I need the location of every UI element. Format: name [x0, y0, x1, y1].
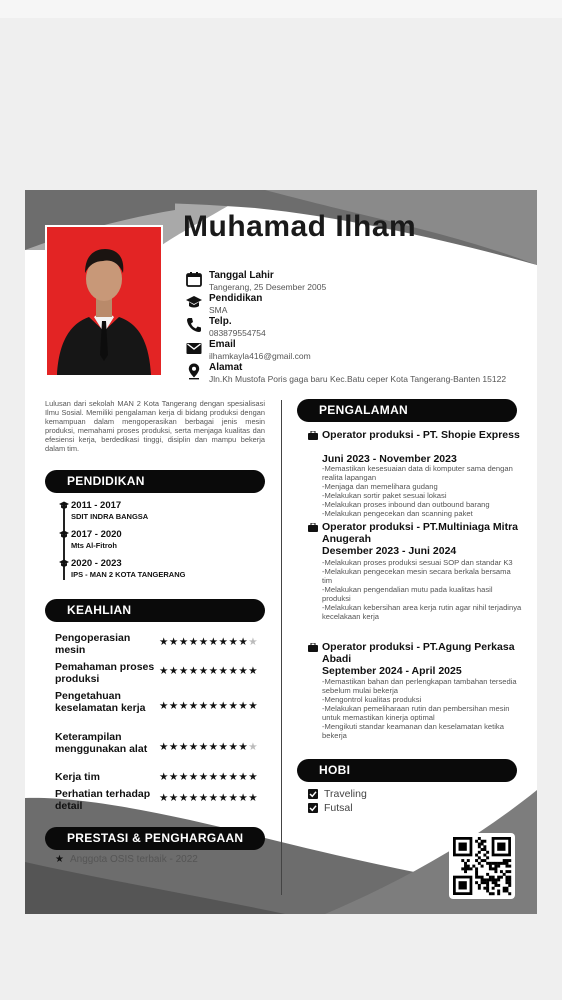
resume-sheet	[25, 190, 537, 914]
location-pin-icon	[185, 362, 203, 380]
education-timeline-line	[63, 502, 65, 580]
award-text: Anggota OSIS terbaik - 2022	[69, 854, 198, 865]
hobby-text: Futsal	[324, 802, 353, 814]
skill-rating-stars: ★★★★★★★★★★	[159, 700, 259, 712]
skill-rating-stars: ★★★★★★★★★★	[159, 665, 259, 677]
phone-icon	[185, 316, 203, 334]
experience-title: Operator produksi - PT. Shopie Express	[322, 429, 520, 441]
contact-label: Email	[209, 339, 236, 350]
education-years: 2011 - 2017	[71, 500, 122, 511]
experience-task: -Melakukan kebersihan area kerja rutin agar nihil terjadinya kecelakaan kerja	[322, 603, 522, 621]
experience-tasks	[322, 464, 522, 518]
education-years: 2017 - 2020	[71, 529, 122, 540]
experience-dates: Juni 2023 - November 2023	[322, 453, 457, 465]
education-school: SDIT INDRA BANGSA	[71, 512, 149, 521]
skill-name: Pemahaman proses produksi	[55, 661, 155, 685]
graduation-cap-icon	[185, 293, 203, 311]
graduation-cap-icon	[59, 500, 69, 510]
section-header-pengalaman: PENGALAMAN	[297, 399, 517, 422]
skill-name: Perhatian terhadap detail	[55, 788, 151, 812]
browser-top-bar	[0, 0, 562, 18]
qr-code	[449, 833, 515, 899]
experience-title: Operator produksi - PT.Agung Perkasa Abadi	[322, 641, 515, 665]
star-icon: ★	[55, 854, 64, 865]
education-school: IPS - MAN 2 KOTA TANGERANG	[71, 570, 186, 579]
hobby-text: Traveling	[324, 788, 367, 800]
education-school: Mts Al-Fitroh	[71, 541, 117, 550]
profile-photo	[45, 225, 163, 377]
skill-name: Keterampilan menggunakan alat	[55, 731, 148, 755]
briefcase-icon	[308, 431, 318, 440]
contact-value: Tangerang, 25 Desember 2005	[209, 282, 327, 292]
skill-rating-stars: ★★★★★★★★★★	[159, 792, 259, 804]
contact-value: Jln.Kh Mustofa Poris gaga baru Kec.Batu ceper Kota Tangerang-Banten 15122	[209, 374, 507, 384]
experience-dates: September 2024 - April 2025	[322, 665, 462, 677]
experience-task: -Melakukan pemeliharaan rutin dan pembersihan mesin untuk memastikan kinerja optimal	[322, 704, 510, 722]
section-header-hobi: HOBI	[297, 759, 517, 782]
contact-value: ilhamkayla416@gmail.com	[209, 351, 311, 361]
skill-rating-stars: ★★★★★★★★★★	[159, 741, 259, 753]
skill-name: Pengoperasian mesin	[55, 632, 131, 656]
experience-task: -Mengontrol kualitas produksi	[322, 695, 422, 704]
contact-label: Tanggal Lahir	[209, 270, 274, 281]
full-name: Muhamad Ilham	[183, 210, 417, 243]
experience-task: -Mengikuti standar keamanan dan keselamatan ketika bekerja	[322, 722, 504, 740]
contact-label: Alamat	[209, 362, 243, 373]
briefcase-icon	[308, 523, 318, 532]
calendar-icon	[185, 270, 203, 288]
contact-label: Telp.	[209, 316, 232, 327]
experience-task: -Melakukan pengecekan dan scanning paket	[322, 509, 473, 518]
education-years: 2020 - 2023	[71, 558, 122, 569]
experience-title: Operator produksi - PT.Multiniaga Mitra Anugerah	[322, 521, 519, 545]
experience-dates: Desember 2023 - Juni 2024	[322, 545, 457, 557]
skill-name: Kerja tim	[55, 771, 100, 783]
contact-label: Pendidikan	[209, 293, 263, 304]
skill-rating-stars: ★★★★★★★★★★	[159, 636, 259, 648]
experience-tasks	[322, 677, 522, 740]
column-divider	[281, 400, 282, 895]
experience-task: -Melakukan pengendalian mutu pada kualitas hasil produksi	[322, 585, 493, 603]
graduation-cap-icon	[59, 558, 69, 568]
experience-task: -Melakukan proses produksi sesuai SOP dan standar K3	[322, 558, 513, 567]
section-header-prestasi: PRESTASI & PENGHARGAAN	[45, 827, 265, 850]
mail-icon	[185, 339, 203, 357]
experience-tasks	[322, 558, 522, 621]
profile-summary: Lulusan dari sekolah MAN 2 Kota Tangerang dengan spesialisasi Ilmu Sosial. Memiliki pengalaman kerja di bidang produksi dengan kemampuan dalam mengoperasikan berbagai jenis mesin produksi, memahami proses produksi, serta menjaga kualitas dan efesiensi kerja, berdedikasi tinggi, disiplin dan mampu bekerja dalam tim.	[45, 399, 265, 453]
checkbox-checked-icon	[308, 803, 318, 813]
contact-value: SMA	[209, 305, 228, 315]
experience-task: -Melakukan sortir paket sesuai lokasi	[322, 491, 447, 500]
contact-value: 083879554754	[209, 328, 266, 338]
skill-name: Pengetahuan keselamatan kerja	[55, 690, 146, 714]
experience-task: -Menjaga dan memelihara gudang	[322, 482, 438, 491]
briefcase-icon	[308, 643, 318, 652]
experience-task: -Memastikan kesesuaian data di komputer sama dengan realita lapangan	[322, 464, 513, 482]
experience-task: -Memastikan bahan dan perlengkapan tambahan tersedia sebelum mulai bekerja	[322, 677, 517, 695]
checkbox-checked-icon	[308, 789, 318, 799]
skill-rating-stars: ★★★★★★★★★★	[159, 771, 259, 783]
section-header-keahlian: KEAHLIAN	[45, 599, 265, 622]
section-header-pendidikan: PENDIDIKAN	[45, 470, 265, 493]
experience-task: -Melakukan pengecekan mesin secara berkala bersama tim	[322, 567, 511, 585]
experience-task: -Melakukan proses inbound dan outbound barang	[322, 500, 490, 509]
graduation-cap-icon	[59, 529, 69, 539]
award-item	[55, 854, 198, 865]
